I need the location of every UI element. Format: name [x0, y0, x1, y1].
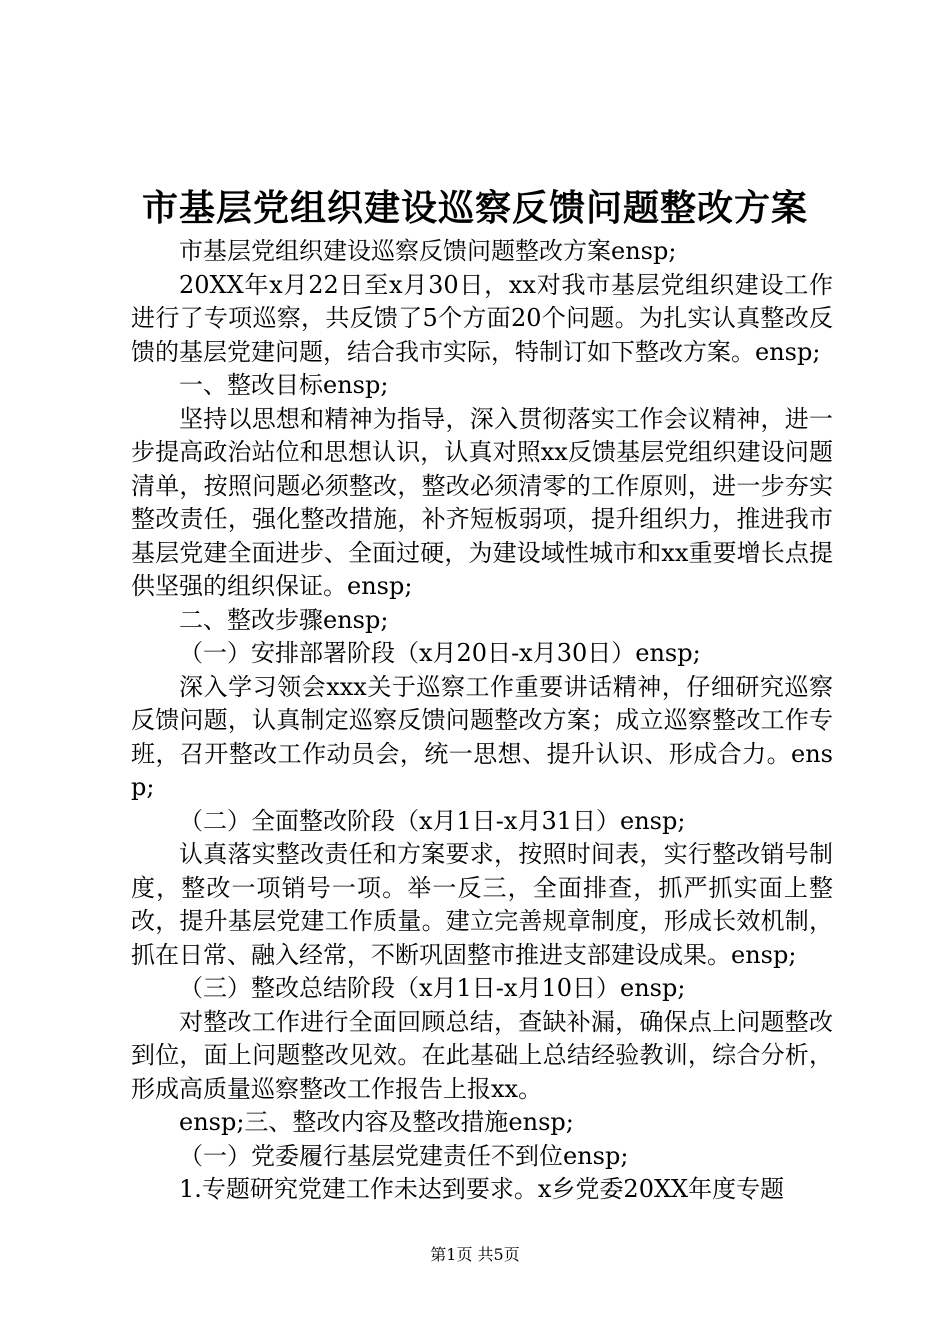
paragraph: 深入学习领会xxx关于巡察工作重要讲话精神，仔细研究巡察反馈问题，认真制定巡察反馈问题整改方案；成立巡察整改工作专班，召开整改工作动员会，统一思想、提升认识、形成合力。ensp; [131, 672, 833, 801]
paragraph: 20XX年x月22日至x月30日，xx对我市基层党组织建设工作进行了专项巡察，共反馈了5个方面20个问题。为扎实认真整改反馈的基层党建问题，结合我市实际，特制订如下整改方案。ensp; [131, 270, 833, 366]
paragraph: 1.专题研究党建工作未达到要求。x乡党委20XX年度专题 [179, 1175, 785, 1203]
paragraph: 对整改工作进行全面回顾总结，查缺补漏，确保点上问题整改到位，面上问题整改见效。在此基础上总结经验教训，综合分析，形成高质量巡察整改工作报告上报xx。 [131, 1007, 833, 1103]
subsection-heading: （三）整改总结阶段（x月1日-x月10日）ensp; [179, 974, 686, 1002]
paragraph: 坚持以思想和精神为指导，深入贯彻落实工作会议精神，进一步提高政治站位和思想认识，认真对照xx反馈基层党组织建设问题清单，按照问题必须整改，整改必须清零的工作原则，进一步夯实整改责任，强化整改措施，补齐短板弱项，提升组织力，推进我市基层党建全面进步、全面过硬，为建设域性城市和xx重要增长点提供坚强的组织保证。ensp; [131, 404, 833, 600]
paragraph: 市基层党组织建设巡察反馈问题整改方案ensp; [179, 237, 677, 265]
subsection-heading: （二）全面整改阶段（x月1日-x月31日）ensp; [179, 806, 686, 835]
subsection-heading: （一）安排部署阶段（x月20日-x月30日）ensp; [179, 639, 701, 667]
document-title: 市基层党组织建设巡察反馈问题整改方案 [141, 187, 808, 229]
paragraph: 认真落实整改责任和方案要求，按照时间表，实行整改销号制度，整改一项销号一项。举一反三，全面排查，抓严抓实面上整改，提升基层党建工作质量。建立完善规章制度，形成长效机制，抓在日常、融入经常，不断巩固整市推进支部建设成果。ensp; [131, 840, 833, 969]
section-heading: 一、整改目标ensp; [179, 371, 389, 399]
section-heading: ensp;三、整改内容及整改措施ensp; [179, 1108, 574, 1136]
section-heading: 二、整改步骤ensp; [179, 605, 389, 634]
subsection-heading: （一）党委履行基层党建责任不到位ensp; [179, 1141, 629, 1170]
document-body [131, 235, 833, 1207]
page-footer: 第1页 共5页 [430, 1245, 520, 1264]
